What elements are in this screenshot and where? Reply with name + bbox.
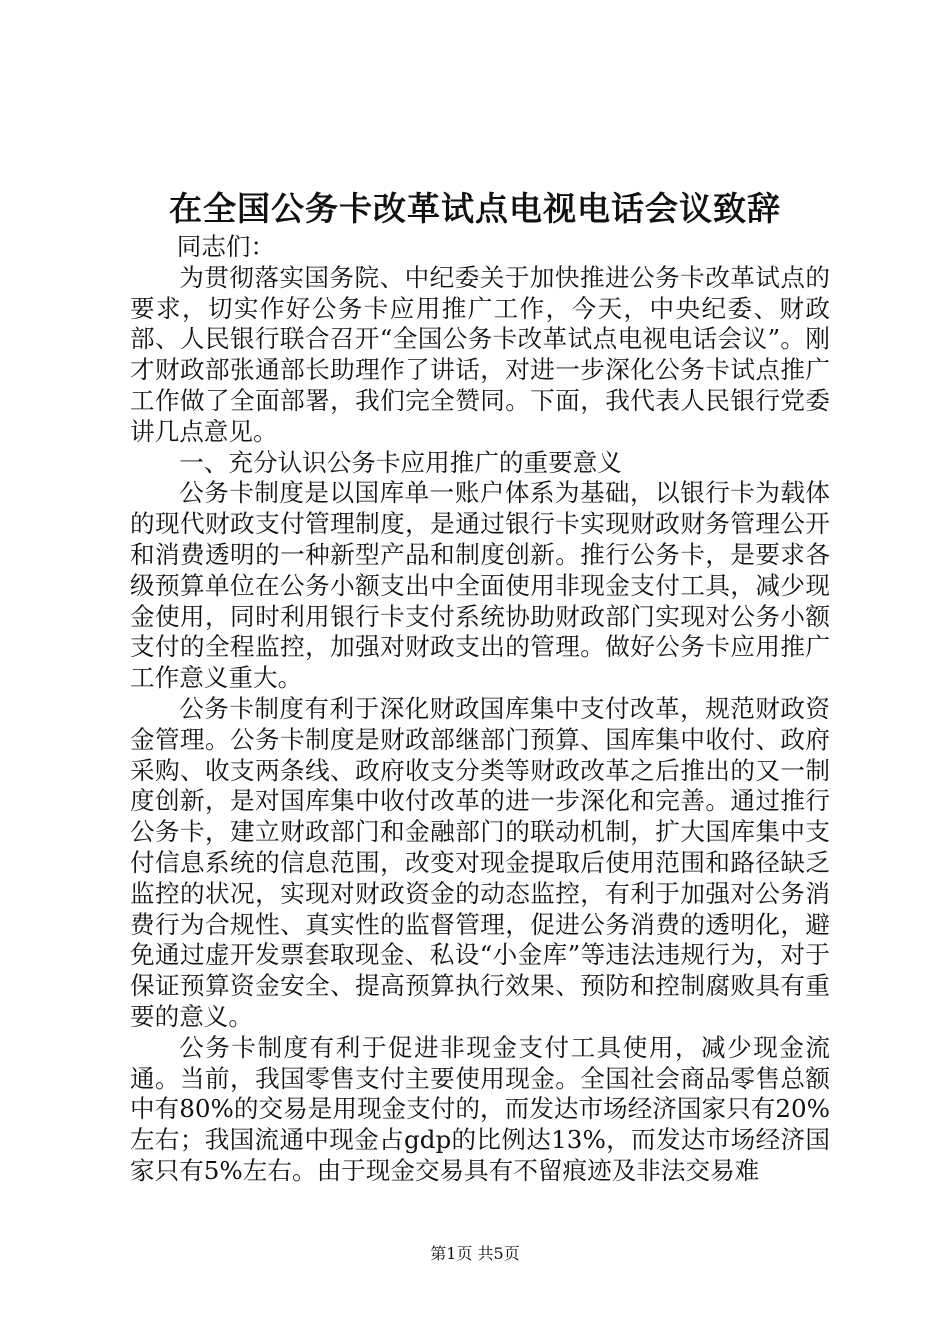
document-body [130, 232, 830, 1187]
salutation: 同志们： [176, 232, 276, 261]
page-footer: 第1页 共5页 [430, 1244, 520, 1263]
paragraph-intro: 为贯彻落实国务院、中纪委关于加快推进公务卡改革试点的要求，切实作好公务卡应用推广工作，今天，中央纪委、财政部、人民银行联合召开“全国公务卡改革试点电视电话会议”。刚才财政部张通部长助理作了讲话，对进一步深化公务卡试点推广工作做了全面部署，我们完全赞同。下面，我代表人民银行党委讲几点意见。 [130, 262, 830, 446]
paragraph-treasury-reform: 公务卡制度有利于深化财政国库集中支付改革，规范财政资金管理。公务卡制度是财政部继部门预算、国库集中收付、政府采购、收支两条线、政府收支分类等财政改革之后推出的又一制度创新，是对国库集中收付改革的进一步深化和完善。通过推行公务卡，建立财政部门和金融部门的联动机制，扩大国库集中支付信息系统的信息范围，改变对现金提取后使用范围和路径缺乏监控的状况，实现对财政资金的动态监控，有利于加强对公务消费行为合规性、真实性的监督管理，促进公务消费的透明化，避免通过虚开发票套取现金、私设“小金库”等违法违规行为，对于保证预算资金安全、提高预算执行效果、预防和控制腐败具有重要的意义。 [130, 693, 830, 1031]
document-title: 在全国公务卡改革试点电视电话会议致辞 [169, 189, 781, 228]
section-heading-1: 一、充分认识公务卡应用推广的重要意义 [179, 447, 622, 477]
paragraph-definition: 公务卡制度是以国库单一账户体系为基础，以银行卡为载体的现代财政支付管理制度，是通过银行卡实现财政财务管理公开和消费透明的一种新型产品和制度创新。推行公务卡，是要求各级预算单位在公务小额支出中全面使用非现金支付工具，减少现金使用，同时利用银行卡支付系统协助财政部门实现对公务小额支付的全程监控，加强对财政支出的管理。做好公务卡应用推广工作意义重大。 [130, 478, 830, 693]
paragraph-non-cash-payment: 公务卡制度有利于促进非现金支付工具使用，减少现金流通。当前，我国零售支付主要使用现金。全国社会商品零售总额中有80%的交易是用现金支付的，而发达市场经济国家只有20%左右；我国流通中现金占gdp的比例达13%，而发达市场经济国家只有5%左右。由于现金交易具有不留痕迹及非法交易难 [130, 1032, 830, 1185]
